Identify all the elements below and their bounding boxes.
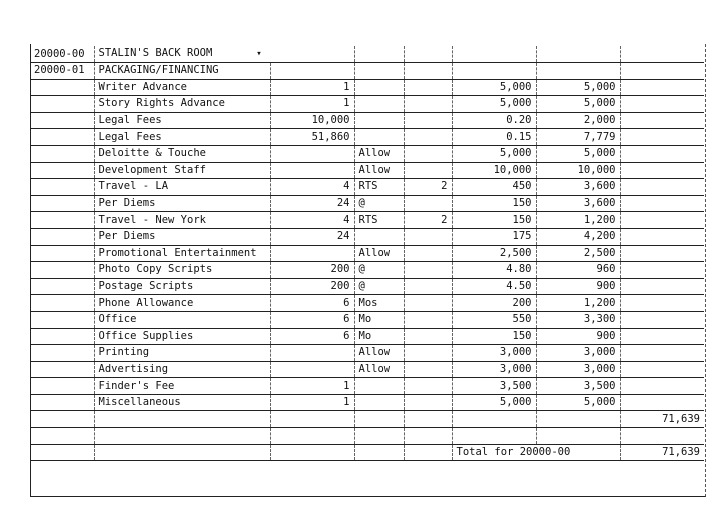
line-item-unit: RTS xyxy=(354,179,404,196)
line-item-total xyxy=(620,79,704,96)
line-item-description: Development Staff xyxy=(94,162,270,179)
line-item-multiplier xyxy=(404,96,452,113)
line-item-unit: Allow xyxy=(354,345,404,362)
line-item-code xyxy=(30,195,94,212)
line-item-quantity xyxy=(270,361,354,378)
line-item-amount: 7,779 xyxy=(536,129,620,146)
line-item-rate: 200 xyxy=(452,295,536,312)
line-item-rate: 4.80 xyxy=(452,262,536,279)
line-item-row xyxy=(30,361,704,378)
line-item-amount: 2,000 xyxy=(536,112,620,129)
line-item-total xyxy=(620,129,704,146)
line-item-amount: 1,200 xyxy=(536,212,620,229)
line-item-total xyxy=(620,212,704,229)
line-item-multiplier xyxy=(404,295,452,312)
line-item-amount: 3,600 xyxy=(536,179,620,196)
line-item-total xyxy=(620,179,704,196)
line-item-code xyxy=(30,394,94,411)
line-item-quantity xyxy=(270,162,354,179)
line-item-total xyxy=(620,162,704,179)
line-item-multiplier xyxy=(404,195,452,212)
line-item-rate: 2,500 xyxy=(452,245,536,262)
line-item-description: Promotional Entertainment xyxy=(94,245,270,262)
line-item-multiplier xyxy=(404,328,452,345)
line-item-unit: Allow xyxy=(354,361,404,378)
line-item-quantity: 24 xyxy=(270,228,354,245)
line-item-row xyxy=(30,145,704,162)
line-item-code xyxy=(30,311,94,328)
line-item-amount: 3,600 xyxy=(536,195,620,212)
line-item-rate: 3,000 xyxy=(452,361,536,378)
line-item-code xyxy=(30,112,94,129)
line-item-multiplier xyxy=(404,262,452,279)
line-item-multiplier xyxy=(404,378,452,395)
line-item-multiplier: 2 xyxy=(404,212,452,229)
line-item-code xyxy=(30,295,94,312)
line-item-row xyxy=(30,311,704,328)
line-item-multiplier xyxy=(404,245,452,262)
line-item-amount: 960 xyxy=(536,262,620,279)
line-item-total xyxy=(620,295,704,312)
line-item-amount: 5,000 xyxy=(536,79,620,96)
line-item-unit: Allow xyxy=(354,162,404,179)
line-item-unit: @ xyxy=(354,278,404,295)
line-item-rate: 0.15 xyxy=(452,129,536,146)
line-item-total xyxy=(620,311,704,328)
line-item-rate: 5,000 xyxy=(452,145,536,162)
line-item-quantity: 6 xyxy=(270,311,354,328)
line-item-description: Writer Advance xyxy=(94,79,270,96)
line-item-description: Photo Copy Scripts xyxy=(94,262,270,279)
line-item-quantity: 24 xyxy=(270,195,354,212)
line-item-code xyxy=(30,129,94,146)
section-code: 20000-01 xyxy=(30,63,94,80)
line-item-unit xyxy=(354,129,404,146)
line-item-rate: 3,500 xyxy=(452,378,536,395)
line-item-amount: 900 xyxy=(536,278,620,295)
total-label: Total for 20000-00 xyxy=(452,444,620,461)
line-item-rate: 5,000 xyxy=(452,394,536,411)
line-item-unit xyxy=(354,112,404,129)
line-item-amount: 5,000 xyxy=(536,394,620,411)
line-item-unit: Mo xyxy=(354,328,404,345)
line-item-code xyxy=(30,145,94,162)
line-item-multiplier: 2 xyxy=(404,179,452,196)
line-item-row xyxy=(30,112,704,129)
line-item-rate: 150 xyxy=(452,328,536,345)
line-item-code xyxy=(30,361,94,378)
line-item-unit xyxy=(354,79,404,96)
line-item-rate: 150 xyxy=(452,195,536,212)
line-item-code xyxy=(30,278,94,295)
line-item-description: Office Supplies xyxy=(94,328,270,345)
account-header-row xyxy=(30,46,704,63)
line-item-description: Per Diems xyxy=(94,228,270,245)
line-item-amount: 2,500 xyxy=(536,245,620,262)
line-item-unit xyxy=(354,394,404,411)
line-item-total xyxy=(620,228,704,245)
line-item-quantity: 4 xyxy=(270,179,354,196)
line-item-row xyxy=(30,262,704,279)
line-item-multiplier xyxy=(404,145,452,162)
line-item-amount: 3,000 xyxy=(536,361,620,378)
line-item-total xyxy=(620,245,704,262)
line-item-total xyxy=(620,112,704,129)
line-item-description: Per Diems xyxy=(94,195,270,212)
line-item-quantity: 1 xyxy=(270,96,354,113)
line-item-quantity: 10,000 xyxy=(270,112,354,129)
line-item-rate: 550 xyxy=(452,311,536,328)
line-item-multiplier xyxy=(404,278,452,295)
line-item-row xyxy=(30,79,704,96)
line-item-total xyxy=(620,328,704,345)
line-item-total xyxy=(620,394,704,411)
line-item-amount: 10,000 xyxy=(536,162,620,179)
line-item-multiplier xyxy=(404,394,452,411)
line-item-description: Advertising xyxy=(94,361,270,378)
blank-row xyxy=(30,428,704,445)
line-item-quantity: 1 xyxy=(270,79,354,96)
line-item-description: Travel - New York xyxy=(94,212,270,229)
line-item-unit: Mos xyxy=(354,295,404,312)
line-item-quantity: 200 xyxy=(270,262,354,279)
line-item-unit: @ xyxy=(354,262,404,279)
line-item-quantity: 6 xyxy=(270,295,354,312)
line-item-description: Legal Fees xyxy=(94,112,270,129)
line-item-unit: Allow xyxy=(354,145,404,162)
account-code: 20000-00 xyxy=(30,46,94,63)
total-row xyxy=(30,444,704,461)
line-item-rate: 0.20 xyxy=(452,112,536,129)
section-title: PACKAGING/FINANCING xyxy=(94,63,270,80)
line-item-row xyxy=(30,96,704,113)
line-item-quantity: 4 xyxy=(270,212,354,229)
line-item-unit: Allow xyxy=(354,245,404,262)
line-item-multiplier xyxy=(404,112,452,129)
line-item-amount: 900 xyxy=(536,328,620,345)
line-item-description: Office xyxy=(94,311,270,328)
line-item-code xyxy=(30,262,94,279)
down-arrow-icon[interactable]: ▾ xyxy=(256,49,262,59)
line-item-row xyxy=(30,195,704,212)
line-item-description: Deloitte & Touche xyxy=(94,145,270,162)
line-item-row xyxy=(30,345,704,362)
line-item-quantity xyxy=(270,245,354,262)
subtotal-row xyxy=(30,411,704,428)
line-item-row xyxy=(30,378,704,395)
line-item-total xyxy=(620,278,704,295)
line-item-code xyxy=(30,212,94,229)
line-item-row xyxy=(30,394,704,411)
line-item-code xyxy=(30,378,94,395)
line-item-unit: @ xyxy=(354,195,404,212)
line-item-rate: 5,000 xyxy=(452,79,536,96)
subtotal-value: 71,639 xyxy=(620,411,704,428)
line-item-amount: 3,500 xyxy=(536,378,620,395)
line-item-row xyxy=(30,228,704,245)
line-item-multiplier xyxy=(404,361,452,378)
line-item-amount: 4,200 xyxy=(536,228,620,245)
line-item-code xyxy=(30,96,94,113)
account-title[interactable]: STALIN'S BACK ROOM ▾ xyxy=(94,46,354,63)
line-item-row xyxy=(30,295,704,312)
line-item-quantity: 200 xyxy=(270,278,354,295)
section-header-row xyxy=(30,63,704,80)
line-item-total xyxy=(620,96,704,113)
line-item-code xyxy=(30,179,94,196)
line-item-quantity: 1 xyxy=(270,378,354,395)
line-item-quantity: 1 xyxy=(270,394,354,411)
line-item-description: Finder's Fee xyxy=(94,378,270,395)
line-item-quantity: 6 xyxy=(270,328,354,345)
line-item-code xyxy=(30,162,94,179)
line-item-quantity xyxy=(270,145,354,162)
line-item-unit xyxy=(354,96,404,113)
line-item-multiplier xyxy=(404,311,452,328)
line-item-multiplier xyxy=(404,345,452,362)
line-item-row xyxy=(30,162,704,179)
line-item-unit: Mo xyxy=(354,311,404,328)
line-item-description: Printing xyxy=(94,345,270,362)
line-item-code xyxy=(30,245,94,262)
line-item-row xyxy=(30,129,704,146)
line-item-code xyxy=(30,328,94,345)
line-item-description: Postage Scripts xyxy=(94,278,270,295)
line-item-total xyxy=(620,378,704,395)
line-item-row xyxy=(30,328,704,345)
line-item-row xyxy=(30,278,704,295)
line-item-multiplier xyxy=(404,129,452,146)
line-item-rate: 10,000 xyxy=(452,162,536,179)
line-item-rate: 150 xyxy=(452,212,536,229)
line-item-code xyxy=(30,79,94,96)
line-item-row xyxy=(30,212,704,229)
line-item-total xyxy=(620,145,704,162)
line-item-description: Story Rights Advance xyxy=(94,96,270,113)
line-item-amount: 1,200 xyxy=(536,295,620,312)
line-item-multiplier xyxy=(404,228,452,245)
line-item-rate: 175 xyxy=(452,228,536,245)
line-item-total xyxy=(620,262,704,279)
line-item-description: Phone Allowance xyxy=(94,295,270,312)
line-item-row xyxy=(30,179,704,196)
line-item-total xyxy=(620,345,704,362)
line-item-unit xyxy=(354,228,404,245)
line-item-row xyxy=(30,245,704,262)
line-item-multiplier xyxy=(404,162,452,179)
line-item-unit xyxy=(354,378,404,395)
line-item-description: Legal Fees xyxy=(94,129,270,146)
line-item-description: Miscellaneous xyxy=(94,394,270,411)
line-item-multiplier xyxy=(404,79,452,96)
line-item-quantity: 51,860 xyxy=(270,129,354,146)
line-item-amount: 5,000 xyxy=(536,96,620,113)
line-item-rate: 4.50 xyxy=(452,278,536,295)
line-item-code xyxy=(30,228,94,245)
line-item-description: Travel - LA xyxy=(94,179,270,196)
line-item-total xyxy=(620,361,704,378)
line-item-rate: 450 xyxy=(452,179,536,196)
total-value: 71,639 xyxy=(620,444,704,461)
line-item-quantity xyxy=(270,345,354,362)
line-item-amount: 3,000 xyxy=(536,345,620,362)
budget-table xyxy=(30,46,704,461)
line-item-unit: RTS xyxy=(354,212,404,229)
line-item-amount: 3,300 xyxy=(536,311,620,328)
line-item-amount: 5,000 xyxy=(536,145,620,162)
line-item-rate: 5,000 xyxy=(452,96,536,113)
line-item-rate: 3,000 xyxy=(452,345,536,362)
line-item-code xyxy=(30,345,94,362)
line-item-total xyxy=(620,195,704,212)
